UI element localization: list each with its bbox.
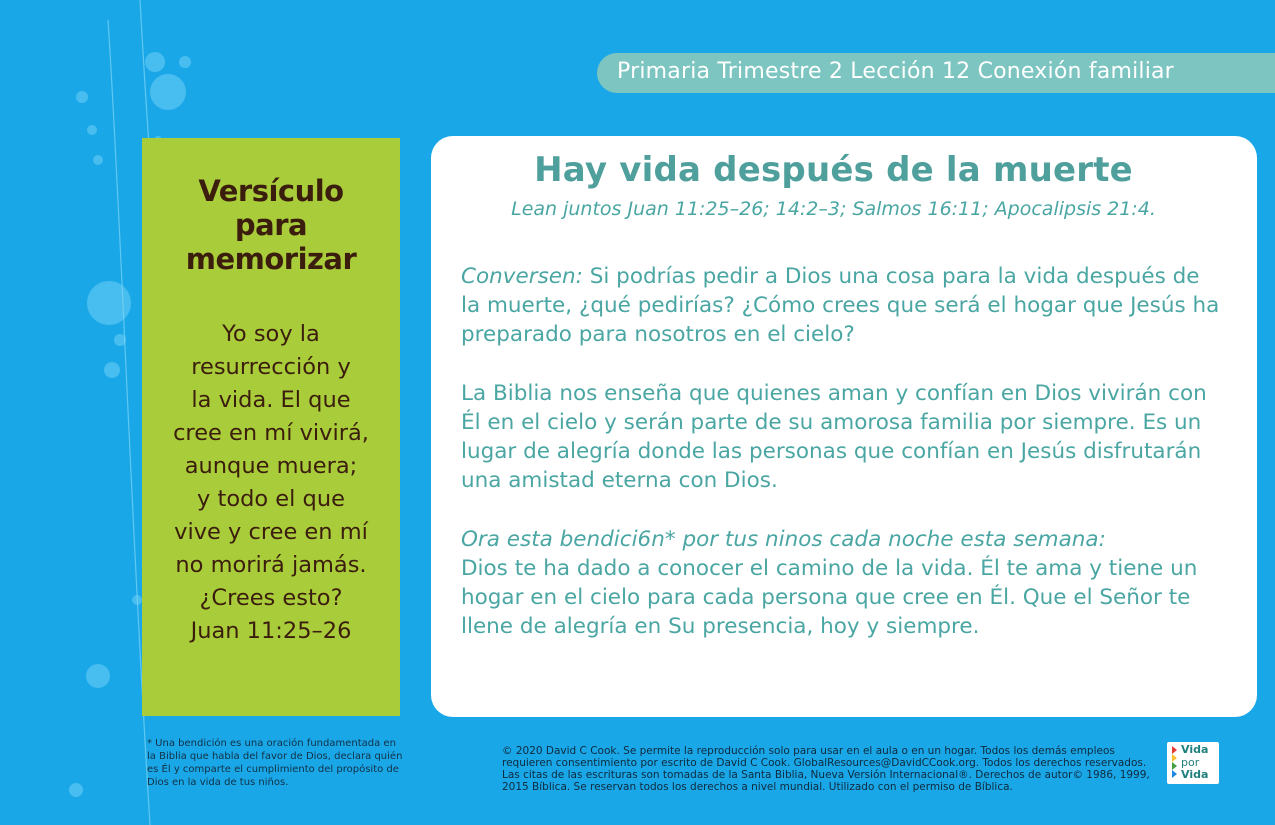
verse-reference: Juan 11:25–26: [190, 618, 352, 644]
logo-word: Vida: [1181, 768, 1209, 781]
verse-line: y todo el que: [197, 486, 345, 512]
conversation-paragraph: [461, 262, 1221, 349]
memory-verse-box: [142, 138, 400, 716]
logo-word: por: [1181, 755, 1200, 769]
logo-wordmark: [1181, 744, 1208, 782]
verse-line: no morirá jamás.: [175, 552, 367, 578]
verse-title-line: para: [234, 208, 308, 242]
blessing-footnote: * Una bendición es una oración fundamentada en la Biblia que habla del favor de Dios, declara quién es Él y comparte el cumplimiento del propósito de Dios en la vida de tus niños.: [147, 738, 403, 788]
logo-word: Vida: [1181, 743, 1209, 756]
memory-verse-title: [142, 174, 400, 276]
verse-line: ¿Crees esto?: [199, 585, 343, 611]
verse-line: Yo soy la: [222, 321, 320, 347]
card-scripture-references: Lean juntos Juan 11:25–26; 14:2–3; Salmos 16:11; Apocalipsis 21:4.: [511, 198, 1156, 220]
blessing-label: Ora esta bendici6n* por tus ninos cada noche esta semana:: [461, 527, 1106, 552]
conversation-label: Conversen:: [461, 264, 583, 289]
blessing-text: Dios te ha dado a conocer el camino de la vida. Él te ama y tiene un hogar en el cielo para cada persona que cree en Él. Que el Señor te llene de alegría en Su presencia, hoy y siempre.: [461, 556, 1198, 639]
bible-teaching-paragraph: La Biblia nos enseña que quienes aman y confían en Dios vivirán con Él en el cielo y serán parte de su amorosa familia por siempre. Es un lugar de alegría donde las personas que confían en Jesús disfrutarán una amistad eterna con Dios.: [461, 381, 1207, 493]
card-title: Hay vida después de la muerte: [534, 150, 1133, 190]
memory-verse-text: [142, 318, 400, 648]
verse-title-line: Versículo: [198, 174, 344, 208]
verse-line: cree en mí vivirá,: [173, 420, 369, 446]
blessing-paragraph: [461, 525, 1221, 641]
lesson-header: Primaria Trimestre 2 Lección 12 Conexión familiar: [597, 53, 1275, 93]
verse-line: la vida. El que: [191, 387, 351, 413]
copyright-notice: © 2020 David C Cook. Se permite la reproducción solo para usar en el aula o en un hogar. Todos los demás empleos requieren consentimiento por escrito de David C Cook. GlobalResources@DavidCCook.org. Todos los derechos reservados. Las citas de las escrituras son tomadas de la Santa Biblia, Nueva Versión Internacional®. Derechos de autor© 1986, 1999, 2015 Bíblica. Se reservan todos los derechos a nivel mundial. Utilizado con el permiso de Bíblica.: [502, 745, 1150, 793]
verse-line: resurrección y: [191, 354, 351, 380]
verse-title-line: memorizar: [185, 242, 357, 276]
conversation-text: Si podrías pedir a Dios una cosa para la vida después de la muerte, ¿qué pedirías? ¿Cómo crees que será el hogar que Jesús ha preparado para nosotros en el cielo?: [461, 264, 1220, 347]
verse-line: aunque muera;: [184, 453, 358, 479]
lesson-card: [431, 136, 1257, 717]
verse-line: vive y cree en mí: [174, 519, 368, 545]
vida-por-vida-logo: [1167, 742, 1219, 784]
